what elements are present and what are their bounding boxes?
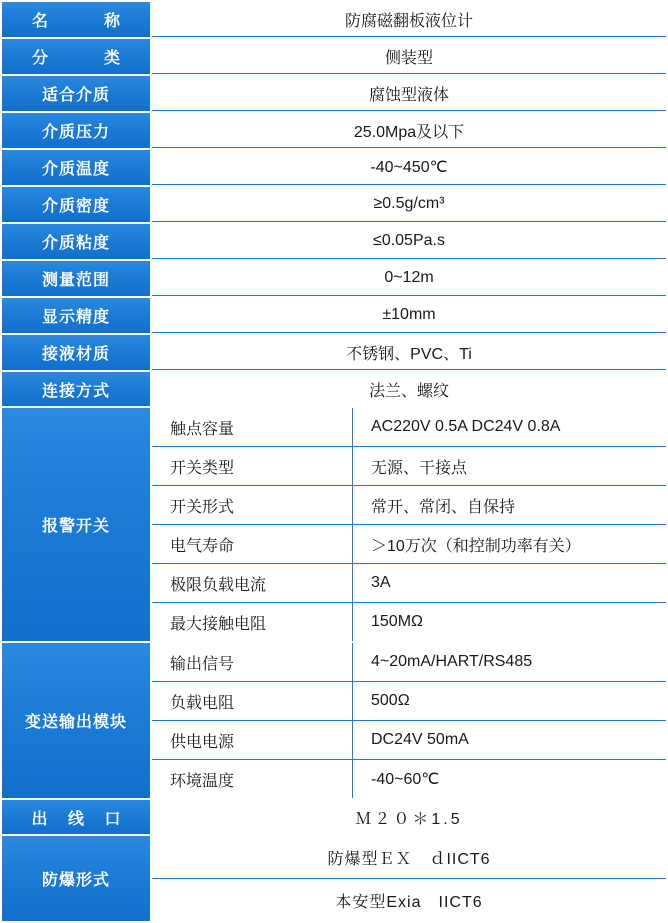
sub-row: [152, 603, 666, 642]
sub-label-ambient-temperature: 环境温度: [152, 760, 353, 799]
row-value-density: ≥0.5g/cm³: [152, 187, 666, 222]
sub-row: [152, 486, 666, 525]
row-label-category: 分 类: [2, 39, 150, 74]
table-row: [2, 150, 666, 185]
sub-row: [152, 836, 666, 879]
sub-label-switch-form: 开关形式: [152, 486, 353, 525]
sub-label-power-supply: 供电电源: [152, 721, 353, 760]
sub-value-intrinsic-safety: 本安型Exia IICT6: [335, 893, 483, 911]
sub-label-load-resistance: 负载电阻: [152, 682, 353, 721]
row-value-connection: 法兰、螺纹: [152, 372, 666, 406]
sub-row: [152, 760, 666, 799]
sub-label-max-load-current: 极限负载电流: [152, 564, 353, 603]
transmitter-values: [152, 643, 666, 798]
transmitter-subtable: [152, 643, 666, 798]
row-label-medium: 适合介质: [2, 76, 150, 111]
row-label-explosion-proof: 防爆形式: [2, 836, 150, 921]
sub-value-switch-form: 常开、常闭、自保持: [353, 486, 667, 525]
row-value-name: 防腐磁翻板液位计: [152, 2, 666, 37]
row-label-transmitter-module: 变送输出模块: [2, 643, 150, 798]
sub-label-output-signal: 输出信号: [152, 643, 353, 682]
row-label-alarm-switch: 报警开关: [2, 408, 150, 641]
sub-value-output-signal: 4~20mA/HART/RS485: [353, 643, 667, 682]
row-label-range: 测量范围: [2, 261, 150, 296]
table-row: [2, 2, 666, 37]
sub-value-max-contact-resistance: 150MΩ: [371, 613, 423, 630]
table-row: [2, 76, 666, 111]
sub-row: [152, 643, 666, 682]
row-value-range: 0~12m: [152, 261, 666, 296]
table-row-alarm-switch: [2, 408, 666, 641]
row-label-pressure: 介质压力: [2, 113, 150, 148]
sub-value-ambient-temperature: -40~60℃: [371, 771, 440, 788]
table-row: [2, 224, 666, 259]
table-row-transmitter: [2, 643, 666, 798]
sub-value-contact-capacity: AC220V 0.5A DC24V 0.8A: [353, 408, 667, 447]
table-row: [2, 372, 666, 406]
row-value-temperature: -40~450℃: [152, 150, 666, 185]
sub-label-electrical-life: 电气寿命: [152, 525, 353, 564]
sub-label-max-contact-resistance: 最大接触电阻: [152, 603, 353, 642]
table-row-explosion-proof: [2, 836, 666, 921]
sub-row: [152, 682, 666, 721]
table-row: [2, 800, 666, 834]
row-value-accuracy: ±10mm: [152, 298, 666, 333]
sub-label-contact-capacity: 触点容量: [152, 408, 353, 447]
alarm-switch-subtable: [152, 408, 666, 641]
table-row: [2, 261, 666, 296]
alarm-switch-values: [152, 408, 666, 641]
sub-row: [152, 564, 666, 603]
table-row: [2, 187, 666, 222]
row-value-outlet: Ｍ２０＊1.5: [152, 800, 666, 834]
table-row: [2, 39, 666, 74]
sub-value-power-supply: DC24V 50mA: [353, 721, 667, 760]
sub-label-switch-type: 开关类型: [152, 447, 353, 486]
explosion-proof-values: [152, 836, 666, 921]
row-label-viscosity: 介质粘度: [2, 224, 150, 259]
sub-row: [152, 721, 666, 760]
sub-value-electrical-life: ＞10万次（和控制功率有关）: [353, 525, 667, 564]
sub-row: [152, 525, 666, 564]
row-label-name: 名 称: [2, 2, 150, 37]
row-label-connection: 连接方式: [2, 372, 150, 406]
explosion-proof-subtable: [152, 836, 666, 921]
row-label-accuracy: 显示精度: [2, 298, 150, 333]
sub-value-switch-type: 无源、干接点: [353, 447, 667, 486]
row-value-wetted-material: 不锈钢、PVC、Ti: [152, 335, 666, 370]
sub-value-max-load-current: 3A: [353, 564, 667, 603]
row-value-viscosity: ≤0.05Pa.s: [152, 224, 666, 259]
sub-value-explosion-proof-ex: 防爆型ＥＸ ｄIICT6: [152, 836, 666, 879]
row-label-outlet: 出 线 口: [2, 800, 150, 834]
table-row: [2, 335, 666, 370]
sub-row: [152, 408, 666, 447]
row-value-pressure: 25.0Mpa及以下: [152, 113, 666, 148]
row-value-category: 侧装型: [152, 39, 666, 74]
row-label-wetted-material: 接液材质: [2, 335, 150, 370]
table-row: [2, 298, 666, 333]
sub-value-load-resistance: 500Ω: [353, 682, 667, 721]
table-row: [2, 113, 666, 148]
row-label-temperature: 介质温度: [2, 150, 150, 185]
sub-row: [152, 447, 666, 486]
row-value-medium: 腐蚀型液体: [152, 76, 666, 111]
row-label-density: 介质密度: [2, 187, 150, 222]
